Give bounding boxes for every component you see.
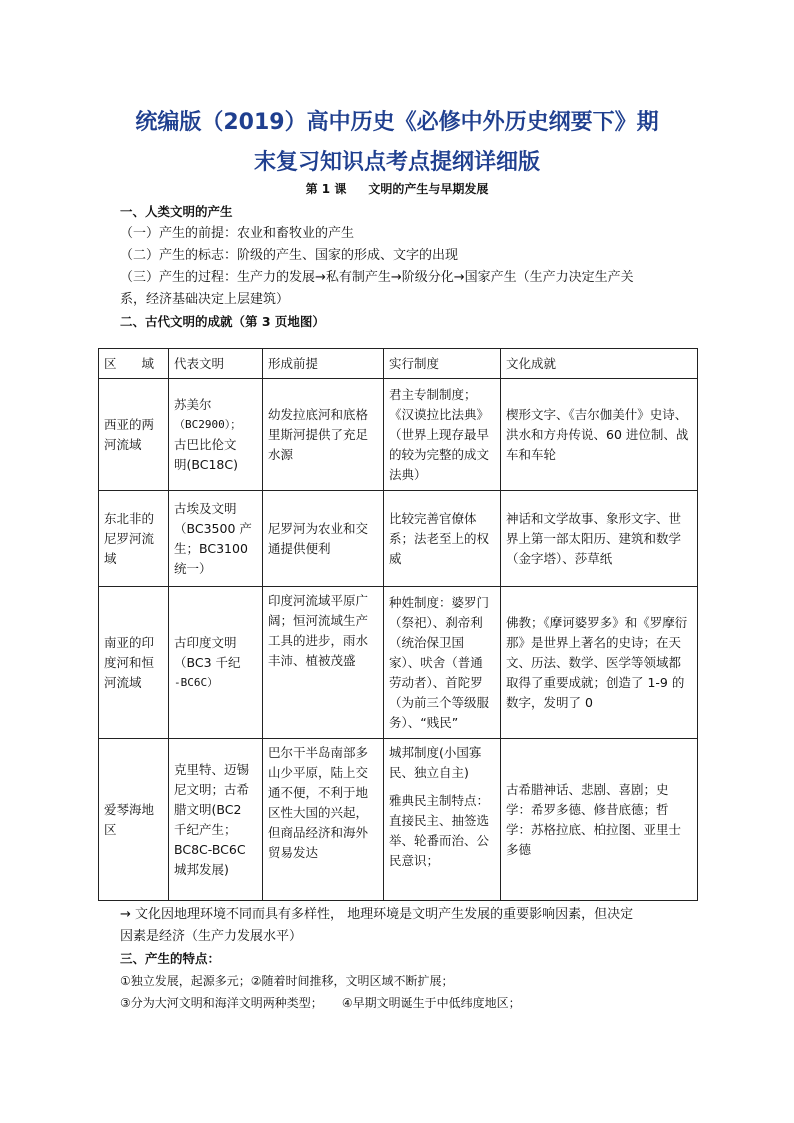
header-cell: 代表文明	[169, 349, 263, 379]
culture-cell: 楔形文字、《吉尔伽美什》史诗、洪水和方舟传说、60 进位制、战车和车轮	[501, 379, 698, 491]
region-cell: 爱琴海地区	[99, 739, 169, 901]
feature-line	[120, 992, 700, 1014]
region-cell: 东北非的尼罗河流域	[99, 491, 169, 587]
system-line: 城邦制度(小国寡民、独立自主)	[389, 745, 482, 780]
civ-line: 统一）	[174, 560, 212, 576]
title-line-1: 统编版（2019）高中历史《必修中外历史纲要下》期	[135, 110, 659, 135]
premise-cell: 幼发拉底河和底格里斯河提供了充足水源	[263, 379, 384, 491]
section-1-heading: 一、人类文明的产生	[120, 204, 233, 219]
table-row	[99, 491, 698, 587]
civ-line: 生；BC3100	[174, 540, 248, 556]
notes-block	[120, 904, 700, 1014]
table-row	[99, 379, 698, 491]
header-cell: 形成前提	[263, 349, 384, 379]
civ-cell	[169, 739, 263, 901]
civ-line: 克里特、迈锡尼文明；古希腊文明(BC2 千纪产生；	[174, 761, 250, 837]
section-1-item: （三）产生的过程：生产力的发展→私有制产生→阶级分化→国家产生（生产力决定生产关	[120, 270, 634, 285]
culture-cell: 佛教；《摩诃婆罗多》和《罗摩衍那》是世界上著名的史诗；在天文、历法、数学、医学等领域都取得了重要成就；创造了 1-9 的数字，发明了 0	[501, 587, 698, 739]
civ-line: -BC6C）	[174, 675, 219, 689]
system-line: 君主专制制度；	[389, 386, 477, 402]
table-row	[99, 587, 698, 739]
civ-cell	[169, 379, 263, 491]
civ-cell	[169, 491, 263, 587]
section-3-heading: 三、产生的特点：	[120, 951, 221, 966]
system-cell	[384, 739, 501, 901]
lesson-name: 文明的产生与早期发展	[368, 182, 489, 196]
civ-line: （BC3500 产	[174, 520, 252, 536]
civ-line: 古巴比伦文	[174, 436, 237, 452]
civilizations-table	[98, 348, 698, 901]
premise-cell: 尼罗河为农业和交通提供便利	[263, 491, 384, 587]
header-cell: 文化成就	[501, 349, 698, 379]
civ-line: 明(BC18C)	[174, 456, 238, 472]
section-2-heading: 二、古代文明的成就（第 3 页地图）	[120, 314, 325, 329]
system-cell: 种姓制度：婆罗门（祭祀）、刹帝利（统治保卫国家）、吠舍（普通劳动者）、首陀罗（为前三个等级服务）、“贱民”	[384, 587, 501, 739]
section-1-item: （一）产生的前提：农业和畜牧业的产生	[120, 226, 355, 241]
system-cell	[384, 379, 501, 491]
lesson-heading	[96, 180, 698, 197]
header-cell: 实行制度	[384, 349, 501, 379]
civ-line: BC8C-BC6C 城邦发展)	[174, 841, 246, 877]
civ-line: 苏美尔	[174, 396, 212, 412]
region-cell: 西亚的两河流域	[99, 379, 169, 491]
premise-cell: 巴尔干半岛南部多山少平原，陆上交通不便，不利于地区性大国的兴起，但商品经济和海外贸易发达	[263, 739, 384, 901]
title-line-2: 末复习知识点考点提纲详细版	[253, 150, 540, 175]
section-1	[120, 201, 700, 333]
system-line: 《汉谟拉比法典》（世界上现存最早的较为完整的成文法典）	[389, 406, 490, 482]
premise-cell: 印度河流域平原广阔；恒河流域生产工具的进步，雨水丰沛、植被茂盛	[263, 587, 384, 739]
section-1-item: 系，经济基础决定上层建筑）	[120, 292, 290, 307]
section-1-item: （二）产生的标志：阶级的产生、国家的形成、文字的出现	[120, 248, 459, 263]
table-row	[99, 739, 698, 901]
table-header-row	[99, 349, 698, 379]
note-line: 因素是经济（生产力发展水平）	[120, 929, 303, 944]
civ-line: （BC3 千纪	[174, 654, 241, 670]
civ-cell	[169, 587, 263, 739]
civ-line: 古印度文明	[174, 634, 237, 650]
header-cell: 区 域	[99, 349, 169, 379]
document-title	[96, 103, 698, 183]
culture-cell: 神话和文学故事、象形文字、世界上第一部太阳历、建筑和数学（金字塔）、莎草纸	[501, 491, 698, 587]
region-cell: 南亚的印度河和恒河流域	[99, 587, 169, 739]
system-line: 雅典民主制特点：直接民主、抽签选举、轮番而治、公民意识；	[389, 793, 490, 868]
civ-line: 古埃及文明	[174, 500, 237, 516]
civ-line: （BC2900）；	[174, 417, 242, 431]
system-cell: 比较完善官僚体系；法老至上的权威	[384, 491, 501, 587]
feature-line: ①独立发展，起源多元；②随着时间推移，文明区域不断扩展；	[120, 974, 454, 988]
culture-cell: 古希腊神话、悲剧、喜剧；史学：希罗多德、修昔底德；哲学：苏格拉底、柏拉图、亚里士多德	[501, 739, 698, 901]
note-line: → 文化因地理环境不同而具有多样性， 地理环境是文明产生发展的重要影响因素，但决定	[120, 907, 634, 922]
feature-item: ③分为大河文明和海洋文明两种类型；	[120, 996, 323, 1010]
lesson-number: 第 1 课	[305, 182, 347, 196]
feature-item: ④早期文明诞生于中低纬度地区；	[341, 996, 521, 1010]
